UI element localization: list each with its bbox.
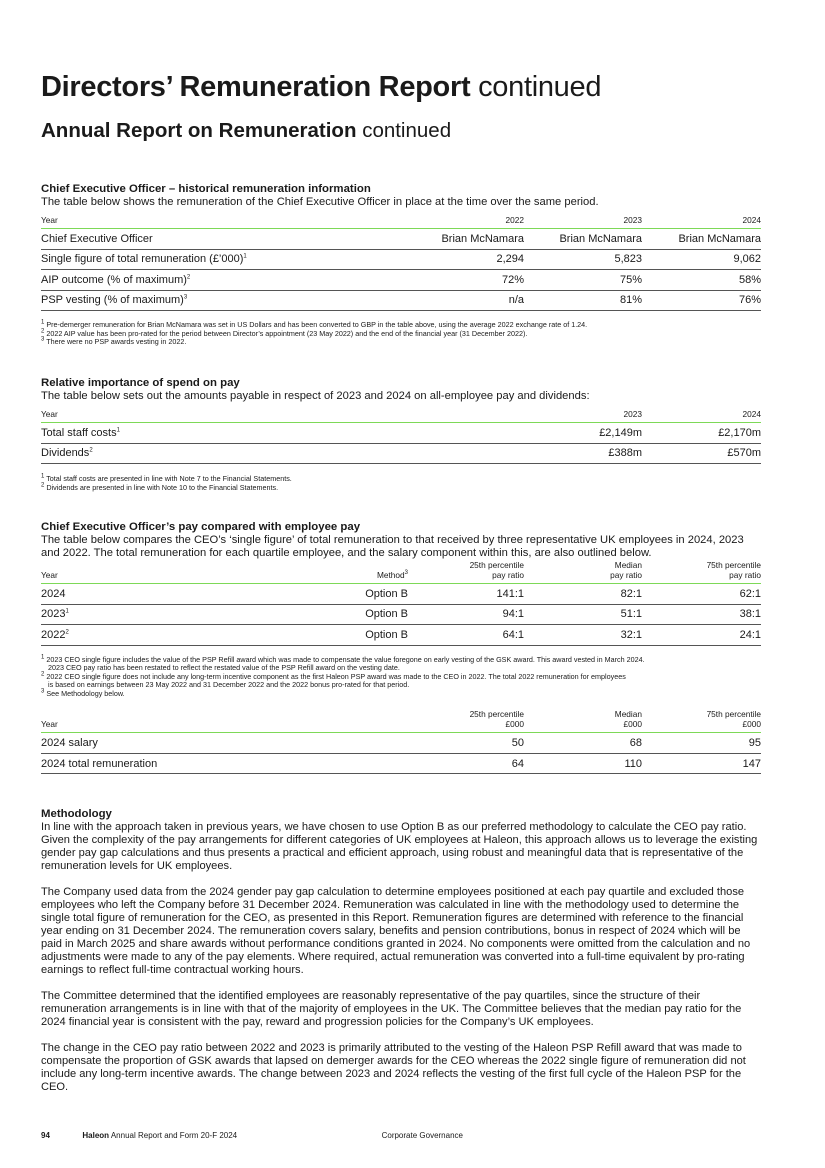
cell: Brian McNamara xyxy=(401,229,524,250)
ceo-history-table xyxy=(41,215,761,311)
col-header: 2023 xyxy=(623,215,642,225)
section-title: Chief Executive Officer’s pay compared with employee pay xyxy=(41,521,361,533)
spend-table xyxy=(41,409,761,464)
table-row xyxy=(41,625,761,646)
footnotes xyxy=(41,475,761,492)
ceo-history-section xyxy=(41,183,761,347)
row-label: 2024 salary xyxy=(41,733,408,754)
pay-ratio-section xyxy=(41,521,761,774)
cell: £570m xyxy=(642,443,761,464)
cell: 68 xyxy=(524,733,642,754)
cell: Option B xyxy=(281,584,408,605)
footnote: $^2$ Dividends are presented in line with Note 10 to the Financial Statements. xyxy=(41,482,279,492)
page-title-main: Directors’ Remuneration Report xyxy=(41,71,471,103)
row-label: Total staff costs$^1$ xyxy=(41,423,524,444)
footnote: $^3$ See Methodology below. xyxy=(41,688,125,698)
pay-ratio-table xyxy=(41,560,761,646)
cell: 72% xyxy=(401,270,524,291)
cell: £2,149m xyxy=(524,423,642,444)
cell: 50 xyxy=(408,733,524,754)
page-title xyxy=(41,70,601,104)
col-header: 2024 xyxy=(742,215,761,225)
table-row xyxy=(41,604,761,625)
footnotes xyxy=(41,656,761,699)
cell: Option B xyxy=(281,625,408,646)
cell: 147 xyxy=(642,753,761,774)
cell: 62:1 xyxy=(642,584,761,605)
cell: 81% xyxy=(524,290,642,311)
row-label: Chief Executive Officer xyxy=(41,229,401,250)
section-name: Corporate Governance xyxy=(381,1131,463,1140)
section-title: Chief Executive Officer – historical remuneration information xyxy=(41,183,371,195)
cell: 82:1 xyxy=(524,584,642,605)
table-row xyxy=(41,584,761,605)
section-title: Relative importance of spend on pay xyxy=(41,377,240,389)
col-header: 25th percentile pay ratio xyxy=(469,560,524,580)
paragraph: The change in the CEO pay ratio between 2022 and 2023 is primarily attributed to the vesting of the Haleon PSP Refill award that was made to compensate the proportion of GSK awards that lapsed on demerger awards for the CEO whereas the 2022 single figure of remuneration did not include any long-term incentive awards. The change between 2023 and 2024 reflects the vesting of the first full cycle of the Haleon PSP for the CEO. xyxy=(41,1042,746,1093)
cell: Brian McNamara xyxy=(524,229,642,250)
footnote: $^1$ 2023 CEO single figure includes the value of the PSP Refill award which was made to compensate the value foregone on early vesting of the GSK award. This award vested in March 2024. xyxy=(41,654,645,664)
page-subtitle-main: Annual Report on Remuneration xyxy=(41,119,357,142)
paragraph: The Company used data from the 2024 gender pay gap calculation to determine employees positioned at each pay quartile and excluded those employees who left the Company before 31 December 2024. Remuneration was calculated in line with the methodology used to determine the single total figure of remuneration for the CEO, as presented in this Report. Remuneration figures are determined with reference to the financial year ending on 31 December 2024. The remuneration covers salary, benefits and pension contributions, bonus in respect of 2024 which will be paid in March 2025 and share awards without performance conditions granted in 2024. No components were omitted from the calculation and no adjustments were made to any of the pay elements. Where required, actual remuneration was converted into a full-time equivalent by pro-rating earnings to reflect full-time contractual working hours. xyxy=(41,886,751,976)
methodology-body xyxy=(41,821,761,1094)
col-header: Median £000 xyxy=(614,709,642,730)
table-row xyxy=(41,733,761,754)
cell: 64:1 xyxy=(408,625,524,646)
col-header: 2022 xyxy=(505,215,524,225)
row-label: 2024 xyxy=(41,584,281,605)
col-header: 25th percentile £000 xyxy=(469,709,524,730)
page-subtitle-suffix: continued xyxy=(362,119,452,142)
row-label: 2024 total remuneration xyxy=(41,753,408,774)
table-row xyxy=(41,753,761,774)
footnotes xyxy=(41,321,761,347)
col-header: 2024 xyxy=(742,409,761,419)
table-row xyxy=(41,249,761,270)
page-number: 94 xyxy=(41,1131,50,1140)
paragraph: The Committee determined that the identified employees are reasonably representative of the pay quartiles, since the structure of their remuneration arrangements is in line with that of the majority of employees in the UK. The Committee believes that the median pay ratio for the 2024 financial year is consistent with the pay, reward and progression policies for the Company’s UK employees. xyxy=(41,990,742,1028)
cell: £388m xyxy=(524,443,642,464)
footnote: $^2$ 2022 CEO single figure does not include any long-term incentive component as the first Haleon PSP award was made to the CEO in 2022. The total 2022 remuneration for employees xyxy=(41,671,626,681)
section-title: Methodology xyxy=(41,808,112,820)
page-footer xyxy=(41,1131,463,1140)
quartile-table xyxy=(41,709,761,774)
col-header: 75th percentile pay ratio xyxy=(706,560,761,580)
brand-name: Haleon xyxy=(82,1131,110,1140)
footnote: $^1$ Total staff costs are presented in line with Note 7 to the Financial Statements. xyxy=(41,473,292,483)
section-intro: The table below shows the remuneration of the Chief Executive Officer in place at the time over the same period. xyxy=(41,196,599,208)
cell: 2,294 xyxy=(401,249,524,270)
section-intro: The table below sets out the amounts payable in respect of 2023 and 2024 on all-employee pay and dividends: xyxy=(41,390,590,402)
cell: 94:1 xyxy=(408,604,524,625)
cell: Option B xyxy=(281,604,408,625)
cell: 38:1 xyxy=(642,604,761,625)
cell: 110 xyxy=(524,753,642,774)
cell: 51:1 xyxy=(524,604,642,625)
row-label: Dividends$^2$ xyxy=(41,443,524,464)
section-intro: The table below compares the CEO’s ‘single figure’ of total remuneration to that received by three representative UK employees in 2024, 2023 and 2022. The total remuneration for each quartile employee, and the salary component within this, are also outlined below. xyxy=(41,534,744,559)
table-row xyxy=(41,229,761,250)
footnote: $^1$ Pre-demerger remuneration for Brian McNamara was set in US Dollars and has been converted to GBP in the table above, using the average 2022 exchange rate of 1.24. xyxy=(41,319,588,329)
cell: Brian McNamara xyxy=(642,229,761,250)
row-label: Single figure of total remuneration (£’000)$^1$ xyxy=(41,249,401,270)
cell: n/a xyxy=(401,290,524,311)
cell: 95 xyxy=(642,733,761,754)
table-row xyxy=(41,270,761,291)
report-name: Annual Report and Form 20-F 2024 xyxy=(110,1131,238,1140)
col-header: Median pay ratio xyxy=(610,560,642,580)
col-header: Year xyxy=(41,570,58,580)
cell: 5,823 xyxy=(524,249,642,270)
col-header: Year xyxy=(41,215,58,225)
row-label: AIP outcome (% of maximum)$^2$ xyxy=(41,270,401,291)
cell: 141:1 xyxy=(408,584,524,605)
col-header: 75th percentile £000 xyxy=(706,709,761,730)
spend-section xyxy=(41,377,761,492)
cell: £2,170m xyxy=(642,423,761,444)
col-header: 2023 xyxy=(623,409,642,419)
footnote: $^3$ There were no PSP awards vesting in 2022. xyxy=(41,336,187,347)
row-label: 2022$^2$ xyxy=(41,625,281,646)
col-header: Year xyxy=(41,719,58,730)
cell: 64 xyxy=(408,753,524,774)
cell: 75% xyxy=(524,270,642,291)
table-row xyxy=(41,443,761,464)
footnote-continued: 2023 CEO pay ratio has been restated to reflect the restated value of the PSP Refill award on the vesting date. xyxy=(48,663,400,673)
footnote: $^2$ 2022 AIP value has been pro-rated for the period between Director’s appointment (23 May 2022) and the end of the financial year (31 December 2022). xyxy=(41,328,528,338)
paragraph: In line with the approach taken in previous years, we have chosen to use Option B as our preferred methodology to calculate the CEO pay ratio. Given the complexity of the pay arrangements for different categories of UK employees at Haleon, this approach allows us to leverage the existing gender pay gap calculations and thus presents a practical and efficient approach, using robust and meaningful data that is representative of the remuneration levels for UK employees. xyxy=(41,821,758,872)
row-label: PSP vesting (% of maximum)$^3$ xyxy=(41,290,401,311)
col-header: Method$^3$ xyxy=(376,570,408,580)
col-header: Year xyxy=(41,409,58,419)
cell: 32:1 xyxy=(524,625,642,646)
methodology-section xyxy=(41,808,761,1107)
table-row xyxy=(41,290,761,311)
cell: 58% xyxy=(642,270,761,291)
footnote-continued: is based on earnings between 23 May 2022 and 31 December 2022 and the 2022 bonus pro-rated for that period. xyxy=(48,680,410,690)
row-label: 2023$^1$ xyxy=(41,604,281,625)
page-title-suffix: continued xyxy=(478,71,602,103)
page-subtitle xyxy=(41,118,451,144)
table-row xyxy=(41,423,761,444)
cell: 76% xyxy=(642,290,761,311)
cell: 24:1 xyxy=(642,625,761,646)
cell: 9,062 xyxy=(642,249,761,270)
